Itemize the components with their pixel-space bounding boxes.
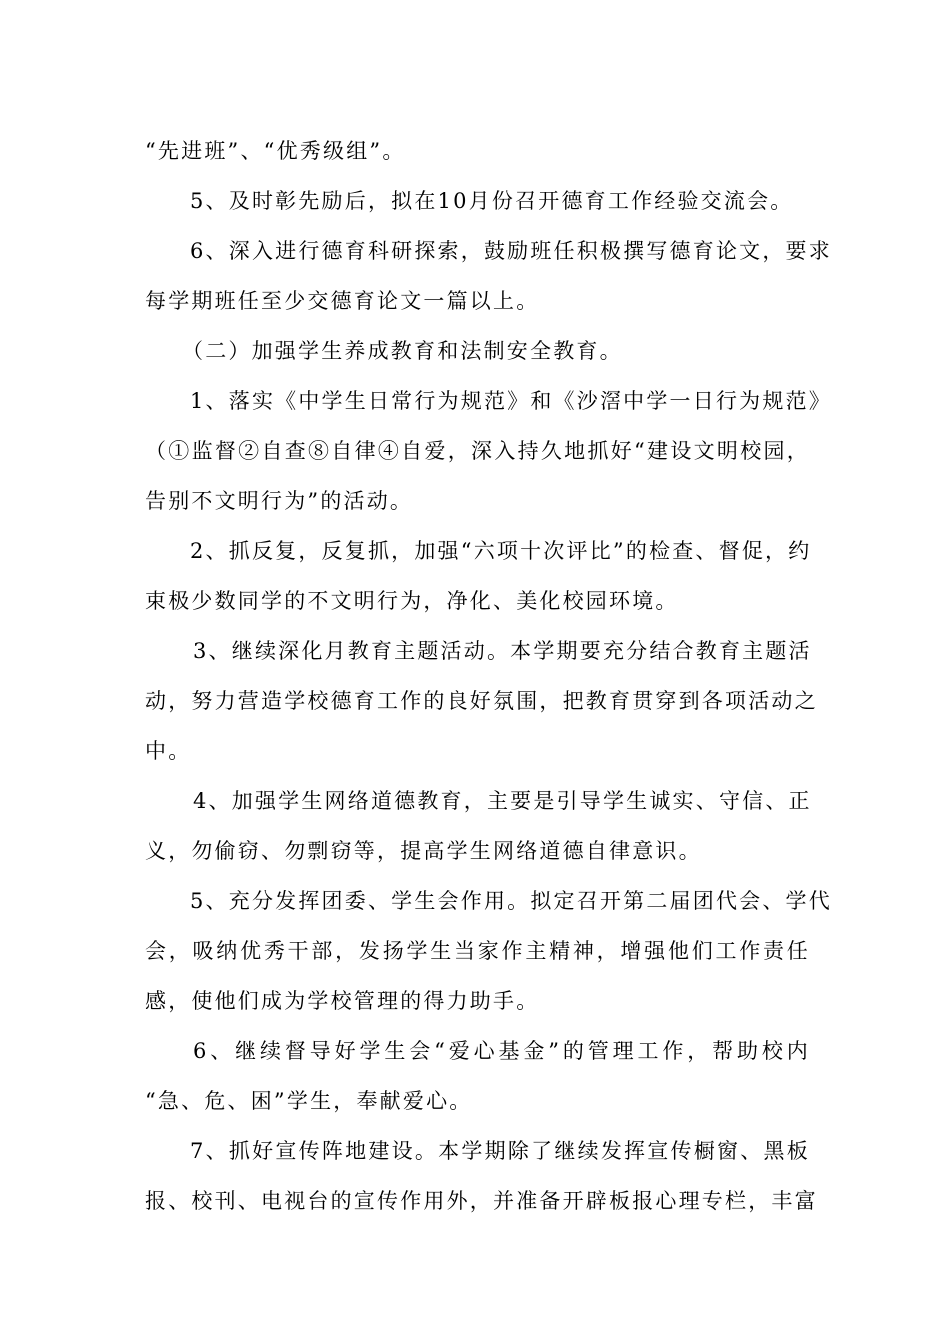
text-line: 2、抓反复，反复抓，加强“六项十次评比”的检查、督促，约	[190, 539, 812, 563]
text-line: 7、抓好宣传阵地建设。本学期除了继续发挥宣传橱窗、黑板	[190, 1139, 810, 1163]
text-line: 5、充分发挥团委、学生会作用。拟定召开第二届团代会、学代	[190, 889, 832, 913]
text-line: 义，勿偷窃、勿剽窃等，提高学生网络道德自律意识。	[145, 839, 702, 863]
text-line: 动，努力营造学校德育工作的良好氛围，把教育贯穿到各项活动之	[145, 689, 818, 713]
text-line: 6、深入进行德育科研探索，鼓励班任积极撰写德育论文，要求	[190, 239, 832, 263]
text-line: “先进班”、“优秀级组”。	[145, 139, 406, 163]
text-line: 会，吸纳优秀干部，发扬学生当家作主精神，增强他们工作责任	[145, 939, 810, 963]
text-line: 1、落实《中学生日常行为规范》和《沙滘中学一日行为规范》	[190, 389, 832, 413]
text-line: 中。	[145, 739, 192, 763]
text-line: 每学期班任至少交德育论文一篇以上。	[145, 289, 540, 313]
text-line: （①监督②自查⑧自律④自爱，深入持久地抓好“建设文明校园，	[145, 439, 810, 463]
text-line: 5、及时彰先励后，拟在10月份召开德育工作经验交流会。	[190, 189, 794, 213]
text-line: 6、继续督导好学生会“爱心基金”的管理工作，帮助校内	[193, 1039, 810, 1063]
section-heading: （二）加强学生养成教育和法制安全教育。	[182, 339, 623, 363]
text-line: 报、校刊、电视台的宣传作用外，并准备开辟板报心理专栏，丰富	[145, 1189, 818, 1213]
text-line: 感，使他们成为学校管理的得力助手。	[145, 989, 540, 1013]
text-line: 3、继续深化月教育主题活动。本学期要充分结合教育主题活	[193, 639, 812, 663]
text-line: 束极少数同学的不文明行为，净化、美化校园环境。	[145, 589, 679, 613]
text-line: “急、危、困”学生，奉献爱心。	[145, 1089, 473, 1113]
text-line: 告别不文明行为”的活动。	[145, 489, 414, 513]
text-line: 4、加强学生网络道德教育，主要是引导学生诚实、守信、正	[193, 789, 812, 813]
